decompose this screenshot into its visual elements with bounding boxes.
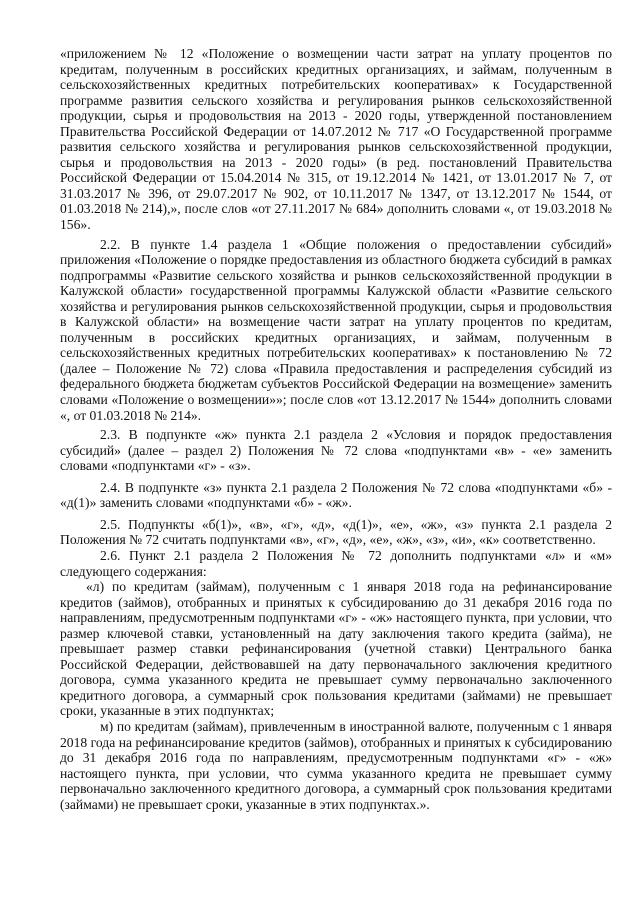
- subparagraph-l: «л) по кредитам (займам), полученным с 1 января 2018 года на рефинансирование кредитов (займов), отобранных и принятых к субсидированию до 31 декабря 2016 года по направлениям, предусмотренным подпунктами «г» - «ж» настоящего пункта, при условии, что размер ключевой ставки, установленный на дату заключения такого кредита (займа), не превышает размер ставки рефинансирования (учетной ставки) Центрального банка Российской Федерации, действовавшей на дату первоначального заключения кредитного договора, сумма указанного кредита не превышает сумму первоначально заключенного кредитного договора, а суммарный срок пользования кредитами (займами) не превышает сроки, указанные в этих подпунктах;: [60, 579, 612, 719]
- paragraph-2-5: 2.5. Подпункты «б(1)», «в», «г», «д», «д(1)», «е», «ж», «з» пункта 2.1 раздела 2 Положения № 72 считать подпунктами «в», «г», «д», «е», «ж», «з», «и», «к» соответственно.: [60, 516, 612, 548]
- paragraph-2-2: 2.2. В пункте 1.4 раздела 1 «Общие положения о предоставлении субсидий» приложения «Положение о порядке предоставления из областного бюджета субсидий в рамках подпрограммы «Развитие сельского хозяйства и рынков сельскохозяйственной продукции в Калужской области» государственной программы Калужской области «Развитие сельского хозяйства и регулирования рынков сельскохозяйственной продукции, сырья и продовольствия в Калужской области» на возмещение части затрат на уплату процентов по кредитам, полученным в российских кредитных организациях, и займам, полученным в сельскохозяйственных кредитных потребительских кооперативах» к постановлению № 72 (далее – Положение № 72) слова «Правила предоставления и распределения субсидий из федерального бюджета бюджетам субъектов Российской Федерации на возмещение» заменить словами «Положение о возмещении»»; после слов «от 13.12.2017 № 1544» дополнить словами «, от 01.03.2018 № 214».: [60, 236, 612, 423]
- paragraph-amendment-intro: «приложением № 12 «Положение о возмещении части затрат на уплату процентов по кредитам, полученным в российских кредитных организациях, и займам, полученным в сельскохозяйственных кредитных потребительских кооперативах» к Государственной программе развития сельского хозяйства и регулирования рынков сельскохозяйственной продукции, сырья и продовольствия на 2013 - 2020 годы, утвержденной постановлением Правительства Российской Федерации от 14.07.2012 № 717 «О Государственной программе развития сельского хозяйства и регулирования рынков сельскохозяйственной продукции, сырья и продовольствия на 2013 - 2020 годы» (в ред. постановлений Правительства Российской Федерации от 15.04.2014 № 315, от 19.12.2014 № 1421, от 13.01.2017 № 7, от 31.03.2017 № 396, от 29.07.2017 № 902, от 10.11.2017 № 1347, от 13.12.2017 № 1544, от 01.03.2018 № 214),», после слов «от 27.11.2017 № 684» дополнить словами «, от 19.03.2018 № 156».: [60, 46, 612, 233]
- subparagraph-m: м) по кредитам (займам), привлеченным в иностранной валюте, полученным с 1 января 2018 года на рефинансирование кредитов (займов), отобранных и принятых к субсидированию до 31 декабря 2016 года по направлениям, предусмотренным подпунктами «г» - «ж» настоящего пункта, при условии, что сумма указанного кредита не превышает сумму первоначально заключенного кредитного договора, а суммарный срок пользования кредитами (займами) не превышает сроки, указанные в этих подпунктах.».: [60, 718, 612, 812]
- document-page: [60, 46, 612, 812]
- paragraph-2-6: 2.6. Пункт 2.1 раздела 2 Положения № 72 дополнить подпунктами «л» и «м» следующего содержания:: [60, 547, 612, 579]
- paragraph-2-3: 2.3. В подпункте «ж» пункта 2.1 раздела 2 «Условия и порядок предоставления субсидий» (далее – раздел 2) Положения № 72 слова «подпунктами «в» - «е» заменить словами «подпунктами «г» - «з».: [60, 427, 612, 474]
- paragraph-2-4: 2.4. В подпункте «з» пункта 2.1 раздела 2 Положения № 72 слова «подпунктами «б» - «д(1)» заменить словами «подпунктами «б» - «ж».: [60, 479, 612, 511]
